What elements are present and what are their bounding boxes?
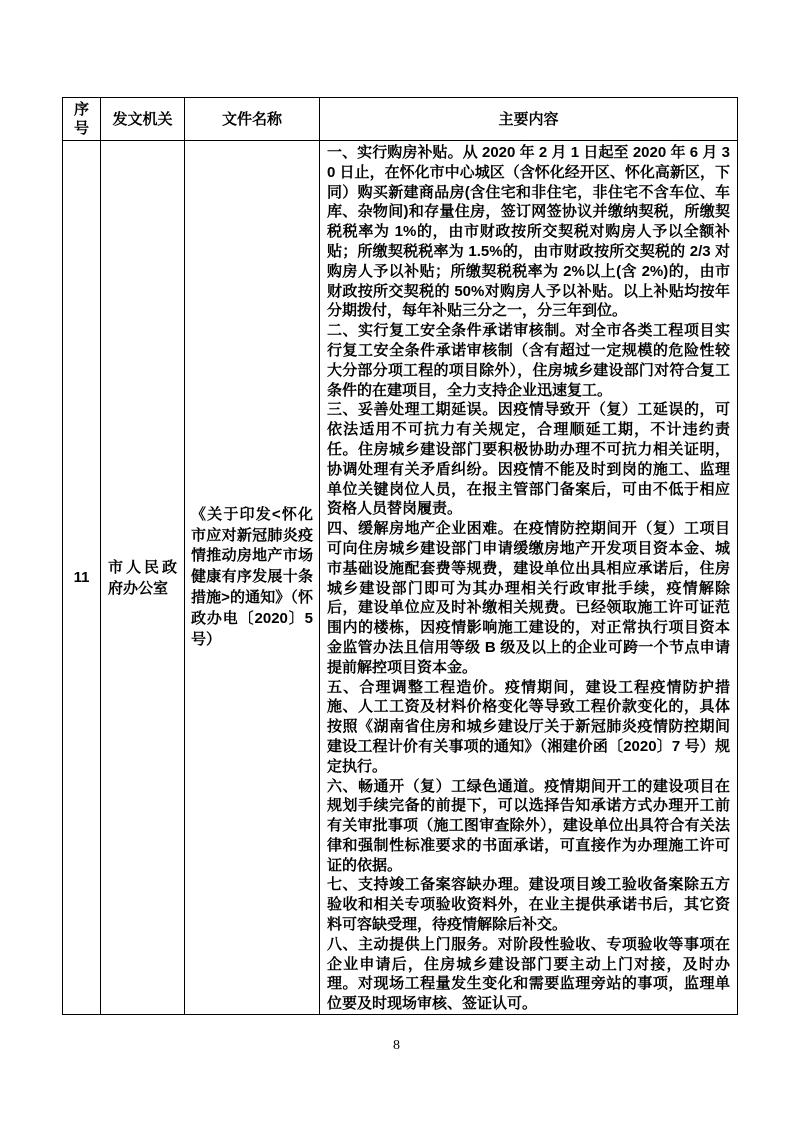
column-header-agency: 发文机关 — [101, 98, 185, 141]
column-header-seq: 序号 — [63, 98, 101, 141]
table-header-row — [63, 98, 738, 141]
page-number: 8 — [393, 1038, 400, 1053]
content-paragraph-7: 七、支持竣工备案容缺办理。建设项目竣工验收备案除五方验收和相关专项验收资料外，在业主提供承诺书后，其它资料可容缺受理，待疫情解除后补交。 — [327, 876, 730, 934]
column-header-doc-title: 文件名称 — [185, 98, 320, 141]
column-header-main-content: 主要内容 — [320, 98, 738, 141]
policy-document-table — [62, 97, 738, 1015]
content-paragraph-3: 三、妥善处理工期延误。因疫情导致开（复）工延误的，可依法适用不可抗力有关规定，合理顺延工期，不计违约责任。住房城乡建设部门要积极协助办理不可抗力相关证明，协调处理有关矛盾纠纷。因疫情不能及时到岗的施工、监理单位关键岗位人员，在报主管部门备案后，可由不低于相应资格人员替岗履责。 — [327, 401, 730, 518]
table-row — [63, 141, 738, 1015]
content-paragraph-2: 二、实行复工安全条件承诺审核制。对全市各类工程项目实行复工安全条件承诺审核制（含有超过一定规模的危险性较大分部分项工程的项目除外），住房城乡建设部门对符合复工条件的在建项目，全力支持企业迅速复工。 — [327, 322, 730, 399]
content-paragraph-6: 六、畅通开（复）工绿色通道。疫情期间开工的建设项目在规划手续完备的前提下，可以选择告知承诺方式办理开工前有关审批事项（施工图审查除外），建设单位出具符合有关法律和强制性标准要求的书面承诺，可直接作为办理施工许可证的依据。 — [327, 777, 730, 874]
row-seq-number: 11 — [63, 141, 101, 1015]
row-document-title: 《关于印发<怀化市应对新冠肺炎疫情推动房地产市场健康有序发展十条措施>的通知》（怀政办电〔2020〕5 号） — [185, 141, 320, 1015]
row-issuing-agency: 市人民政府办公室 — [101, 141, 185, 1015]
content-paragraph-8: 八、主动提供上门服务。对阶段性验收、专项验收等事项在企业申请后，住房城乡建设部门要主动上门对接，及时办理。对现场工程量发生变化和需要监理旁站的事项，监理单位要及时现场审核、签证认可。 — [327, 935, 730, 1013]
row-main-content — [320, 141, 738, 1015]
content-paragraph-5: 五、合理调整工程造价。疫情期间，建设工程疫情防护措施、人工工资及材料价格变化等导致工程价款变化的，具体按照《湖南省住房和城乡建设厅关于新冠肺炎疫情防控期间建设工程计价有关事项的通知》（湘建价函〔2020〕7 号）规定执行。 — [327, 678, 730, 775]
content-paragraph-4: 四、缓解房地产企业困难。在疫情防控期间开（复）工项目可向住房城乡建设部门申请缓缴房地产开发项目资本金、城市基础设施配套费等规费，建设单位出具相应承诺后，住房城乡建设部门即可为其办理相关行政审批手续，疫情解除后，建设单位应及时补缴相关规费。已经领取施工许可证范围内的楼栋，因疫情影响施工建设的，对正常执行项目资本金监管办法且信用等级 B 级及以上的企业可跨一个节点申请提前解控项目资本金。 — [327, 520, 730, 676]
content-paragraph-1: 一、实行购房补贴。从 2020 年 2 月 1 日起至 2020 年 6 月 30 日止，在怀化市中心城区（含怀化经开区、怀化高新区，下同）购买新建商品房(含住宅和非住宅，非住宅不含车位、车库、杂物间)和存量住房，签订网签协议并缴纳契税，所缴契税税率为 1%的，由市财政按所交契税对购房人予以全额补贴；所缴契税税率为 1.5%的，由市财政按所交契税的 2/3 对购房人予以补贴；所缴契税税率为 2%以上(含 2%)的，由市财政按所交契税的 50%对购房人予以补贴。以上补贴均按年分期拨付，每年补贴三分之一，分三年到位。 — [327, 144, 730, 320]
